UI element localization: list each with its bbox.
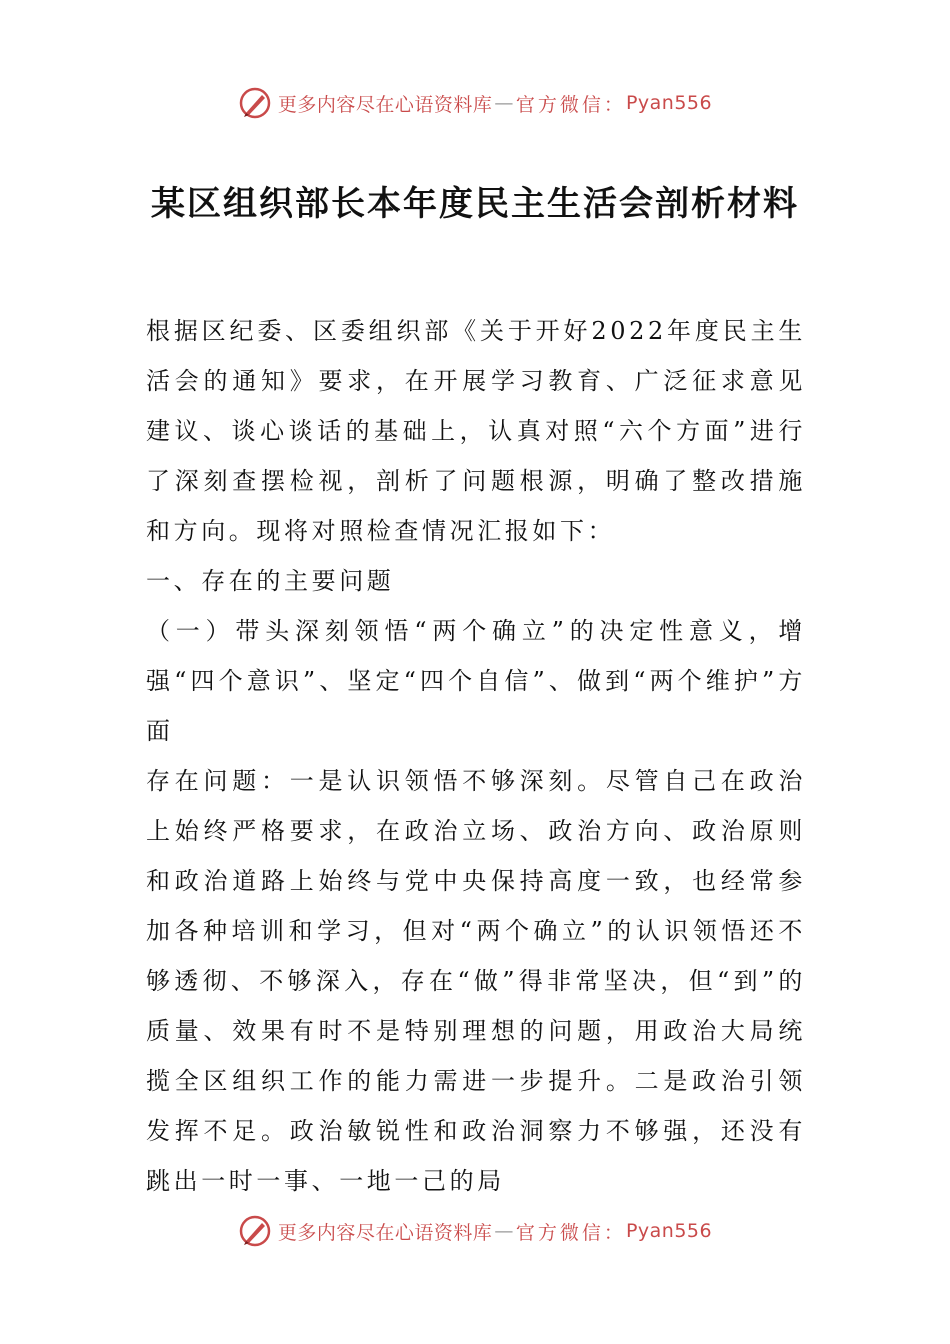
watermark-footer xyxy=(0,1211,950,1251)
watermark-label: 官方微信： xyxy=(515,93,626,116)
intro-paragraph: 根据区纪委、区委组织部《关于开好2022年度民主生活会的通知》要求，在开展学习教育、广泛征求意见建议、谈心谈话的基础上，认真对照“六个方面”进行了深刻查摆检视，剖析了问题根源，明确了整改措施和方向。现将对照检查情况汇报如下： xyxy=(146,317,806,545)
document-body xyxy=(146,306,806,1206)
watermark-site-text: 更多内容尽在心语资料库 xyxy=(277,93,493,116)
watermark-separator: — xyxy=(494,1220,514,1242)
subsection-heading: （一）带头深刻领悟“两个确立”的决定性意义，增强“四个意识”、坚定“四个自信”、做到“两个维护”方面 xyxy=(146,617,806,745)
body-paragraph: 存在问题：一是认识领悟不够深刻。尽管自己在政治上始终严格要求，在政治立场、政治方向、政治原则和政治道路上始终与党中央保持高度一致，也经常参加各种培训和学习，但对“两个确立”的认识领悟还不够透彻、不够深入，存在“做”得非常坚决，但“到”的质量、效果有时不是特别理想的问题，用政治大局统揽全区组织工作的能力需进一步提升。二是政治引领发挥不足。政治敏锐性和政治洞察力不够强，还没有跳出一时一事、一地一己的局 xyxy=(146,767,806,1195)
document-title: 某区组织部长本年度民主生活会剖析材料 xyxy=(151,184,799,224)
pen-logo-icon xyxy=(238,1214,272,1248)
watermark-wechat-id: Pyan556 xyxy=(625,92,713,114)
watermark-wechat-id: Pyan556 xyxy=(625,1220,713,1242)
watermark-site-text: 更多内容尽在心语资料库 xyxy=(277,1221,493,1244)
watermark-separator: — xyxy=(494,92,514,114)
section-heading: 一、存在的主要问题 xyxy=(146,567,395,595)
watermark-header xyxy=(0,83,950,123)
pen-logo-icon xyxy=(238,86,272,120)
watermark-label: 官方微信： xyxy=(515,1221,626,1244)
